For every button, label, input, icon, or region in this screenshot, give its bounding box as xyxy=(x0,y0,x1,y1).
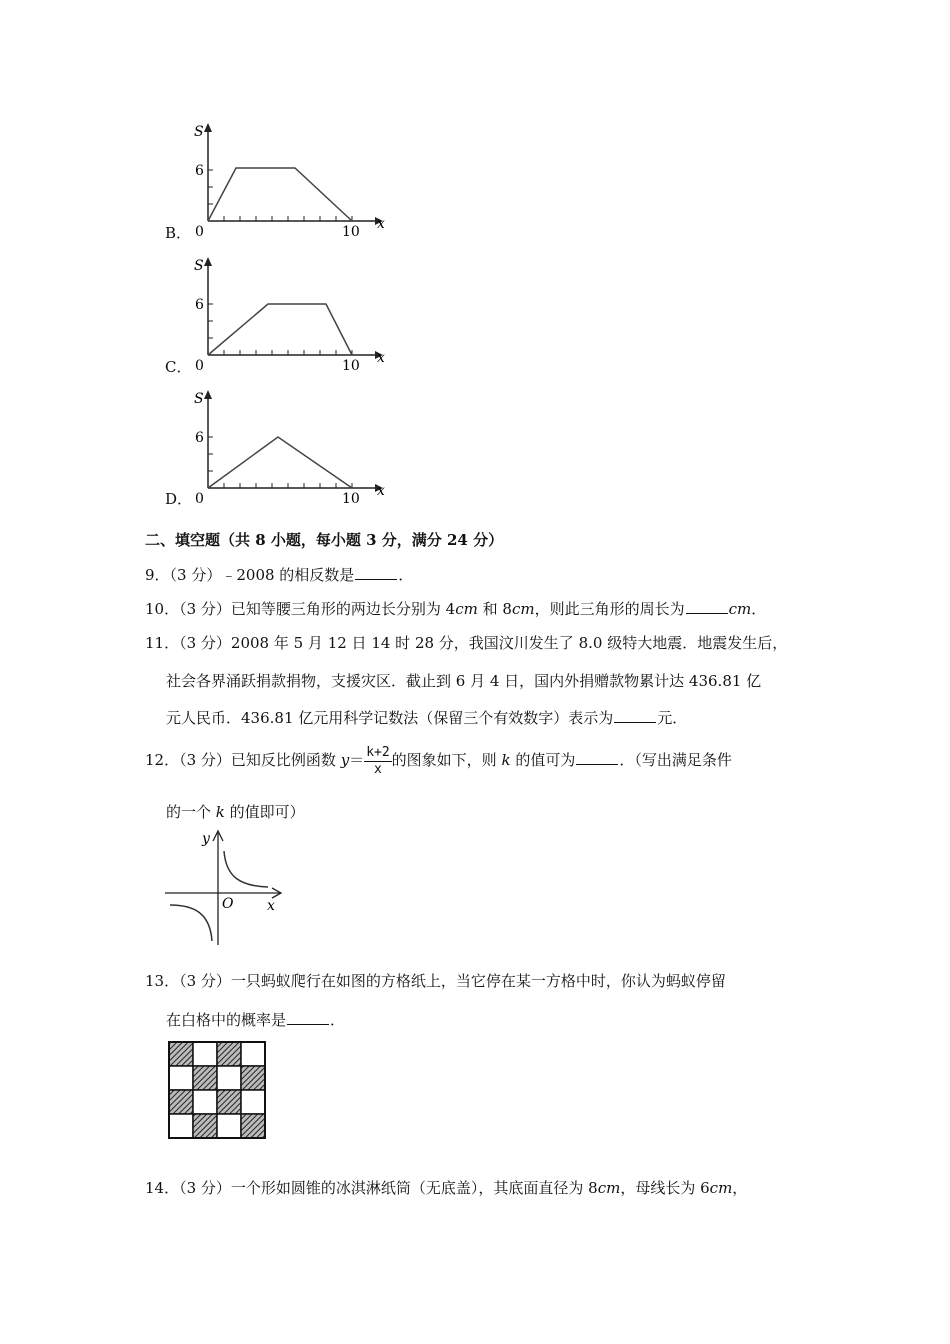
grid-cell-white xyxy=(241,1042,265,1066)
origin-label: O xyxy=(222,896,234,912)
question-11: 11．（3 分）2008 年 5 月 12 日 14 时 28 分，我国汶川发生了 8.0 级特大地震．地震发生后， xyxy=(145,634,788,652)
option-d-graph xyxy=(190,385,390,505)
y-axis-label: S xyxy=(194,391,204,407)
question-12-line2: 的一个 k 的值即可） xyxy=(166,803,305,821)
question-12: 12．（3 分）已知反比例函数 y＝ $\frac{k+2}{x}$ 的图象如下，则 k 的值可为 ．（写出满足条件 xyxy=(145,744,732,777)
hyperbola-graph xyxy=(160,825,290,950)
question-9: 9．（3 分）﹣2008 的相反数是 ． xyxy=(145,566,414,584)
grid-cell-shaded xyxy=(217,1090,241,1114)
x-tick-10: 10 xyxy=(342,224,360,238)
option-c-label: C． xyxy=(165,358,192,376)
y-tick-6: 6 xyxy=(195,297,204,313)
grid-cell-shaded xyxy=(217,1042,241,1066)
question-14: 14．（3 分）一个形如圆锥的冰淇淋纸筒（无底盖），其底面直径为 8cm，母线长为 6cm， xyxy=(145,1179,748,1197)
origin-label: 0 xyxy=(195,491,204,505)
grid-cell-shaded xyxy=(241,1066,265,1090)
fraction-numerator: k+2 xyxy=(366,744,390,760)
grid-cell-shaded xyxy=(241,1114,265,1138)
grid-cell-white xyxy=(169,1114,193,1138)
grid-cell-white xyxy=(169,1066,193,1090)
origin-label: 0 xyxy=(195,358,204,372)
y-axis-label: y xyxy=(202,831,210,847)
x-tick-10: 10 xyxy=(342,491,360,505)
grid-cell-white xyxy=(193,1042,217,1066)
checkerboard-grid xyxy=(167,1040,267,1140)
question-number: 13． xyxy=(145,972,180,990)
option-c-graph xyxy=(190,252,390,372)
grid-cell-white xyxy=(241,1090,265,1114)
answer-blank xyxy=(576,763,618,765)
fraction xyxy=(364,745,391,778)
question-number: 12． xyxy=(145,751,180,769)
question-text: （3 分）﹣2008 的相反数是 xyxy=(169,566,355,584)
y-tick-6: 6 xyxy=(195,163,204,179)
grid-cell-white xyxy=(217,1114,241,1138)
y-axis-label: S xyxy=(194,124,204,140)
question-number: 14． xyxy=(145,1179,180,1197)
section-heading: 二、填空题（共 8 小题，每小题 3 分，满分 24 分） xyxy=(145,531,504,549)
grid-cell-shaded xyxy=(193,1114,217,1138)
y-axis-label: S xyxy=(194,258,204,274)
origin-label: 0 xyxy=(195,224,204,238)
x-axis-label: x xyxy=(377,483,385,499)
y-tick-6: 6 xyxy=(195,430,204,446)
question-number: 10． xyxy=(145,600,180,618)
fraction-denominator: x xyxy=(374,761,382,777)
answer-blank xyxy=(287,1023,329,1025)
answer-blank xyxy=(355,578,397,580)
question-11-line3: 元人民币．436.81 亿元用科学记数法（保留三个有效数字）表示为 元． xyxy=(166,709,688,727)
question-number: 9． xyxy=(145,566,170,584)
question-13: 13．（3 分）一只蚂蚁爬行在如图的方格纸上，当它停在某一方格中时，你认为蚂蚁停留 xyxy=(145,972,726,990)
option-b-graph xyxy=(190,118,390,238)
x-tick-10: 10 xyxy=(342,358,360,372)
answer-blank xyxy=(614,721,656,723)
question-11-line2: 社会各界涌跃捐款捐物，支援灾区．截止到 6 月 4 日，国内外捐赠款物累计达 436.81 亿 xyxy=(166,672,762,690)
x-axis-label: x xyxy=(377,350,385,366)
grid-cell-white xyxy=(217,1066,241,1090)
question-13-line2: 在白格中的概率是 ． xyxy=(166,1011,346,1029)
question-10: 10．（3 分）已知等腰三角形的两边长分别为 4cm 和 8cm，则此三角形的周长为 cm． xyxy=(145,600,767,618)
grid-cell-shaded xyxy=(193,1066,217,1090)
grid-cell-shaded xyxy=(169,1042,193,1066)
grid-cell-shaded xyxy=(169,1090,193,1114)
option-b-label: B． xyxy=(165,224,192,242)
grid-cell-white xyxy=(193,1090,217,1114)
x-axis-label: x xyxy=(377,216,385,232)
answer-blank xyxy=(686,612,728,614)
question-number: 11． xyxy=(145,634,180,652)
option-d-label: D． xyxy=(165,490,193,508)
x-axis-label: x xyxy=(267,898,275,914)
